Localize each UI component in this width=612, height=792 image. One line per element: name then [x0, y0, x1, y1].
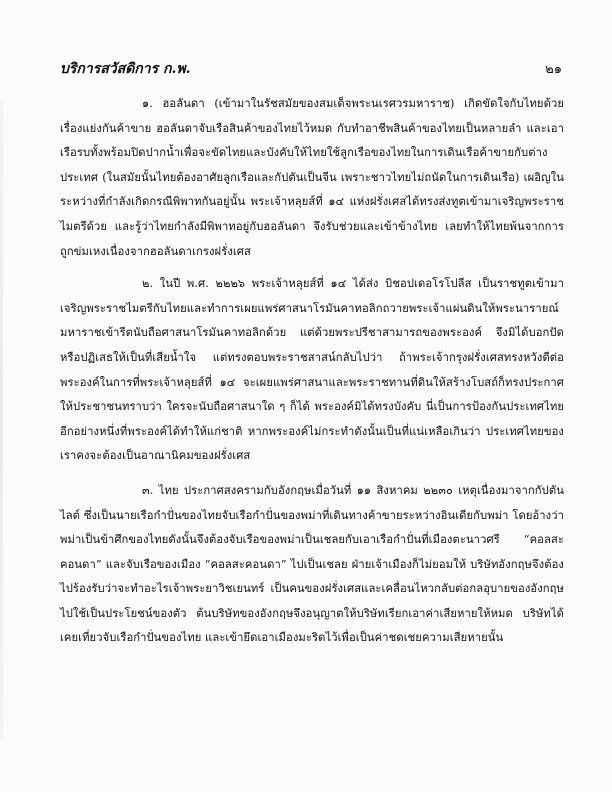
page-number: ๒๑ [545, 62, 562, 77]
running-header-title: บริการสวัสดิการ ก.พ. [60, 61, 191, 77]
paragraph-3: ๓. ไทย ประกาศสงครามกับอังกฤษเมื่อวันที่ ๑๑ สิงหาคม ๒๒๓๐ เหตุเนื่องมาจากกัปตันไลต์ ซึ่งเป็นนายเรือกำปั่นของไทยจับเรือกำปั่นของพม่าที่เดินทางค้าขายระหว่างอินเดียกับพม่า โดยอ้างว่าพม่าเป็นข้าศึกของไทยดังนั้นจึงต้องจับเรือของพม่าเป็นเชลยกับเอาเรือกำปั่นที่เมืองตะนาวศรี “คอลสะคอนดา” และจับเรือของเมือง “คอลสะคอนดา” ไปเป็นเชลย ฝ่ายเจ้าเมืองก็ไม่ยอมให้ บริษัทอังกฤษจึงต้องไปร้องรับว่าจะทำอะไรเจ้าพระยาวิชเยนทร์ เป็นคนของฝรั่งเศสและเคลื่อนไหวกลับต่อกลอุบายของอังกฤษไปใช้เป็นประโยชน์ของตัว ต้นบริษัทของอังกฤษจึงอนุญาตให้บริษัทเรียกเอาค่าเสียหายให้หมด บริษัทได้เคยเที่ยวจับเรือกำปั่นของไทย และเข้ายึดเอาเมืองมะริดไว้เพื่อเป็นค่าชดเชยความเสียหายนั้น [60, 483, 564, 645]
paragraph-2: ๒. ในปี พ.ศ. ๒๒๒๖ พระเจ้าหลุยส์ที่ ๑๔ ได้ส่ง บิชอปเดอโรโปลีส เป็นราชทูตเข้ามาเจริญพระราชไมตรีกับไทยและทำการเผยแพร่ศาสนาโรมันคาทอลิกถวายพระเจ้าแผ่นดินให้พระนารายณ์มหาราชเข้ารีตนับถือศาสนาโรมันคาทอลิกด้วย แต่ด้วยพระปรีชาสามารถของพระองค์ จึงมิได้บอกปัดหรือปฏิเสธให้เป็นที่เสียน้ำใจ แต่ทรงตอบพระราชสาสน์กลับไปว่า ถ้าพระเจ้ากรุงฝรั่งเศสทรงหวังดีต่อพระองค์ในการที่พระเจ้าหลุยส์ที่ ๑๔ จะเผยแพร่ศาสนาและพระราชทานที่ดินให้สร้างโบสถ์ก็ทรงประกาศให้ประชาชนทราบว่า ใครจะนับถือศาสนาใด ๆ ก็ได้ พระองค์มิได้ทรงบังคับ นี่เป็นการป้องกันประเทศไทยอีกอย่างหนึ่งที่พระองค์ได้ทำให้แก่ชาติ หากพระองค์ไม่กระทำดังนั้นเป็นที่แน่เหลือเกินว่า ประเทศไทยของเราคงจะต้องเป็นอาณานิคมของฝรั่งเศส [60, 277, 564, 463]
paragraph-1: ๑. ฮอลันดา (เข้ามาในรัชสมัยของสมเด็จพระนเรศวรมหาราช) เกิดขัดใจกับไทยด้วยเรื่องแย่งกันค้าขาย ฮอลันดาจับเรือสินค้าของไทยไว้หมด กับทำอาชีพสินค้าของไทยเป็นหลายลำ และเอาเรือรบทั้งพร้อมปิดปากน้ำเพื่อจะขัดไทยและบังคับให้ไทยใช้ลูกเรือของไทยในการเดินเรือค้าขายกับต่างประเทศ (ในสมัยนั้นไทยต้องอาศัยลูกเรือและกัปตันเป็นจีน เพราะชาวไทยไม่ถนัดในการเดินเรือ) เผอิญในระหว่างที่กำลังเกิดกรณีพิพาทกันอยู่นั้น พระเจ้าหลุยส์ที่ ๑๔ แห่งฝรั่งเศสได้ทรงส่งทูตเข้ามาเจริญพระราชไมตรีด้วย และรู้ว่าไทยกำลังมีพิพาทอยู่กับฮอลันดา จึงรับช่วยและเข้าข้างไทย เลยทำให้ไทยพ้นจากการถูกข่มเหงเนื่องจากฮอลันดาเกรงฝรั่งเศส [60, 97, 564, 258]
document-body [60, 92, 564, 659]
page-header [60, 58, 562, 80]
scan-edge-shadow [0, 100, 3, 740]
